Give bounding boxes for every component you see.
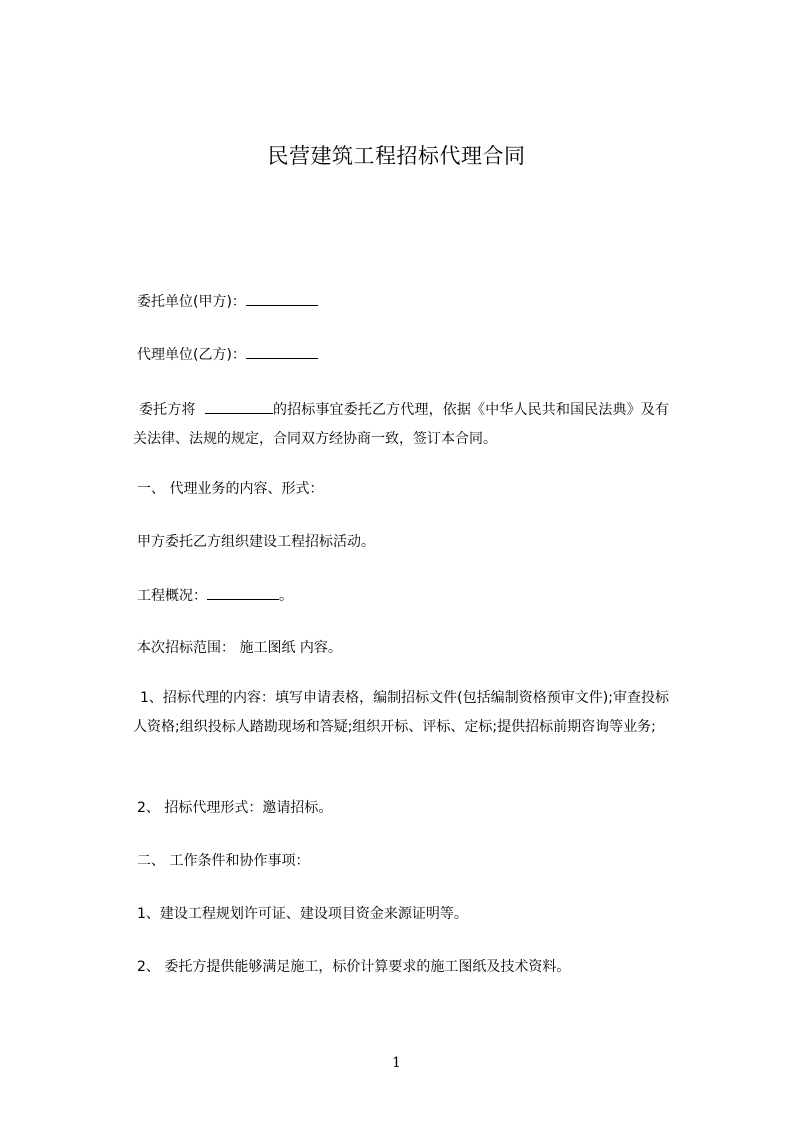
document-title: 民营建筑工程招标代理合同	[267, 144, 526, 168]
item1-paragraph: 1、招标代理的内容：填写申请表格，编制招标文件(包括编制资格预审文件);审查投标人资格;组织投标人踏勘现场和答疑;组织开标、评标、定标;提供招标前期咨询等业务;	[133, 690, 669, 735]
scope-line: 本次招标范围： 施工图纸 内容。	[137, 640, 342, 656]
page-number: 1	[392, 1055, 401, 1071]
project-overview-blank	[207, 586, 279, 600]
agent-blank	[246, 345, 318, 359]
client-blank	[246, 292, 318, 306]
item2-line: 2、 招标代理形式：邀请招标。	[137, 800, 333, 816]
agent-label: 代理单位(乙方)：	[137, 347, 246, 363]
intro-blank	[205, 400, 273, 414]
project-overview-line	[137, 586, 293, 605]
project-overview-end: 。	[279, 588, 293, 604]
client-label: 委托单位(甲方)：	[137, 294, 246, 310]
section2-item2: 2、 委托方提供能够满足施工，标价计算要求的施工图纸及技术资料。	[137, 959, 571, 975]
section1-heading: 一、 代理业务的内容、形式：	[137, 481, 324, 497]
section1-paragraph: 甲方委托乙方组织建设工程招标活动。	[137, 534, 375, 550]
client-line	[137, 292, 318, 311]
intro-suffix: 的招标事宜委托乙方代理，依据《中华人民共和国民法典》及有关法律、法规的规定，合同双方经协商一致，签订本合同。	[133, 402, 670, 447]
project-overview-label: 工程概况：	[137, 588, 207, 604]
intro-prefix: 委托方将	[139, 402, 196, 418]
section2-heading: 二、 工作条件和协作事项：	[137, 853, 310, 869]
section2-item1: 1、建设工程规划许可证、建设项目资金来源证明等。	[137, 906, 468, 922]
intro-paragraph	[133, 396, 669, 454]
agent-line	[137, 345, 318, 364]
